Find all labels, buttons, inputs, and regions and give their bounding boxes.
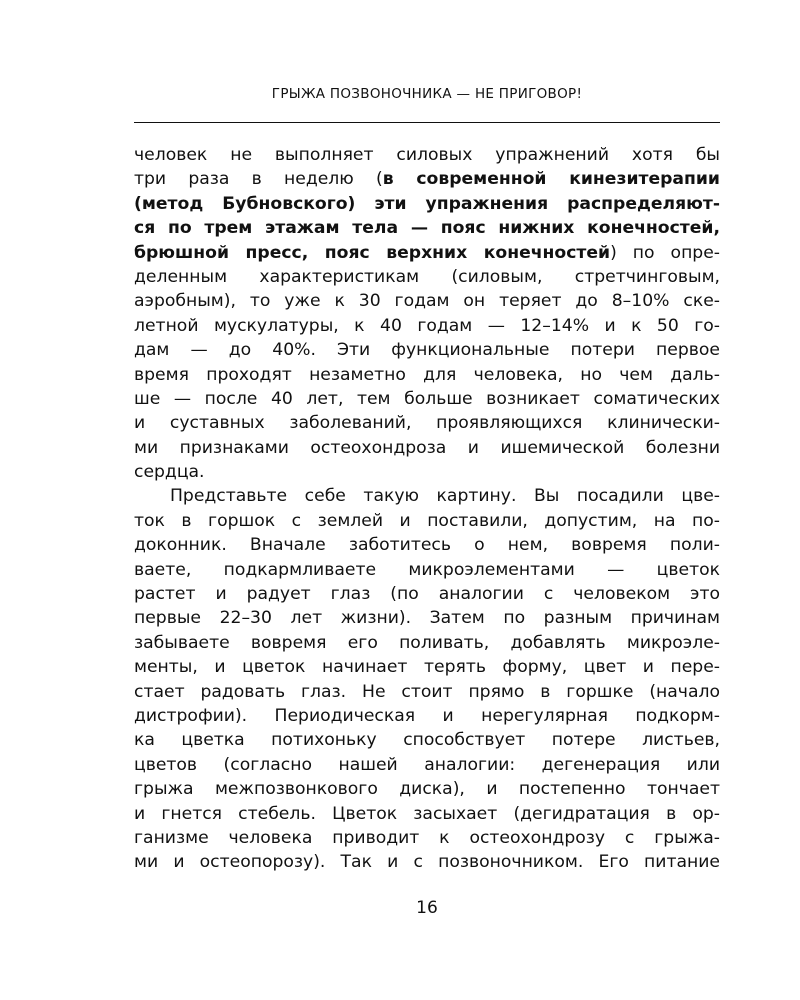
text-run: ше — после 40 лет, тем больше возникает соматических (134, 388, 720, 409)
text-run: Представьте себе такую картину. Вы посадили цве- (170, 486, 720, 507)
text-line (134, 606, 720, 630)
text-line (134, 216, 720, 240)
text-run: человек не выполняет силовых упражнений хотя бы (134, 145, 720, 165)
text-run: ганизме человека приводит к остеохондрозу с грыжа- (134, 827, 720, 848)
text-run: ми и остеопорозу). Так и с позвоночником. Его питание (134, 852, 720, 873)
text-line (134, 241, 720, 265)
text-line (134, 753, 720, 777)
text-line (134, 387, 720, 411)
text-run: три раза в неделю ( (134, 169, 383, 190)
text-run: и суставных заболеваний, проявляющихся клинически- (134, 413, 720, 434)
text-line (134, 314, 720, 338)
text-line (134, 826, 720, 850)
text-line (134, 338, 720, 362)
text-line (134, 484, 720, 508)
text-line (134, 167, 720, 191)
text-line (134, 363, 720, 387)
text-line (134, 143, 720, 167)
text-run: забываете вовремя его поливать, добавлять микроэле- (134, 632, 720, 653)
text-run: аэробным), то уже к 30 годам он теряет до 8–10% ске- (134, 291, 720, 312)
text-run: ка цветка потихоньку способствует потере листьев, (134, 730, 720, 751)
text-line (134, 728, 720, 752)
text-line (134, 192, 720, 216)
text-run: грыжа межпозвонкового диска), и постепенно тончает (134, 779, 720, 800)
text-run: цветов (согласно нашей аналогии: дегенерация или (134, 754, 720, 775)
text-line (134, 802, 720, 826)
running-title: ГРЫЖА ПОЗВОНОЧНИКА — НЕ ПРИГОВОР! (271, 86, 583, 102)
text-line (134, 631, 720, 655)
text-line (134, 509, 720, 533)
text-run: ваете, подкармливаете микроэлементами — цветок (134, 559, 720, 580)
text-line (134, 655, 720, 679)
text-line (134, 289, 720, 313)
text-line (134, 265, 720, 289)
text-run: доконник. Вначале заботитесь о нем, вовремя поли- (134, 535, 720, 556)
text-run: летной мускулатуры, к 40 годам — 12–14% и к 50 го- (134, 315, 720, 336)
text-line (134, 411, 720, 435)
text-run: время проходят незаметно для человека, но чем даль- (134, 364, 720, 385)
text-run: растет и радует глаз (по аналогии с человеком это (134, 584, 720, 605)
text-line (134, 436, 720, 460)
text-line (134, 533, 720, 557)
bold-text-run: брюшной пресс, пояс верхних конечностей (134, 242, 611, 263)
text-line (134, 704, 720, 728)
body-text (134, 143, 720, 875)
text-run: ми признаками остеохондроза и ишемической болезни (134, 437, 720, 458)
text-line (134, 558, 720, 582)
text-run: ) по опре- (610, 242, 720, 263)
text-line (134, 460, 720, 484)
bold-text-run: (метод Бубновского) эти упражнения распределяют- (134, 193, 720, 214)
text-line (134, 680, 720, 704)
text-line (134, 777, 720, 801)
page-number: 16 (416, 898, 438, 918)
text-line (134, 582, 720, 606)
text-run: деленным характеристикам (силовым, стретчинговым, (134, 266, 720, 287)
bold-text-run: в современной кинезитерапии (382, 169, 720, 190)
text-run: первые 22–30 лет жизни). Затем по разным причинам (134, 608, 720, 629)
text-run: ток в горшок с землей и поставили, допустим, на по- (134, 510, 720, 531)
text-run: дистрофии). Периодическая и нерегулярная подкорм- (134, 705, 720, 726)
header-divider (134, 122, 720, 123)
text-run: сердца. (134, 462, 205, 483)
text-run: стает радовать глаз. Не стоит прямо в горшке (начало (134, 681, 720, 702)
text-run: и гнется стебель. Цветок засыхает (дегидратация в ор- (134, 803, 720, 824)
text-line (134, 850, 720, 874)
text-run: дам — до 40%. Эти функциональные потери первое (134, 340, 720, 361)
text-run: менты, и цветок начинает терять форму, цвет и пере- (134, 657, 720, 678)
bold-text-run: ся по трем этажам тела — пояс нижних конечностей, (134, 218, 720, 239)
